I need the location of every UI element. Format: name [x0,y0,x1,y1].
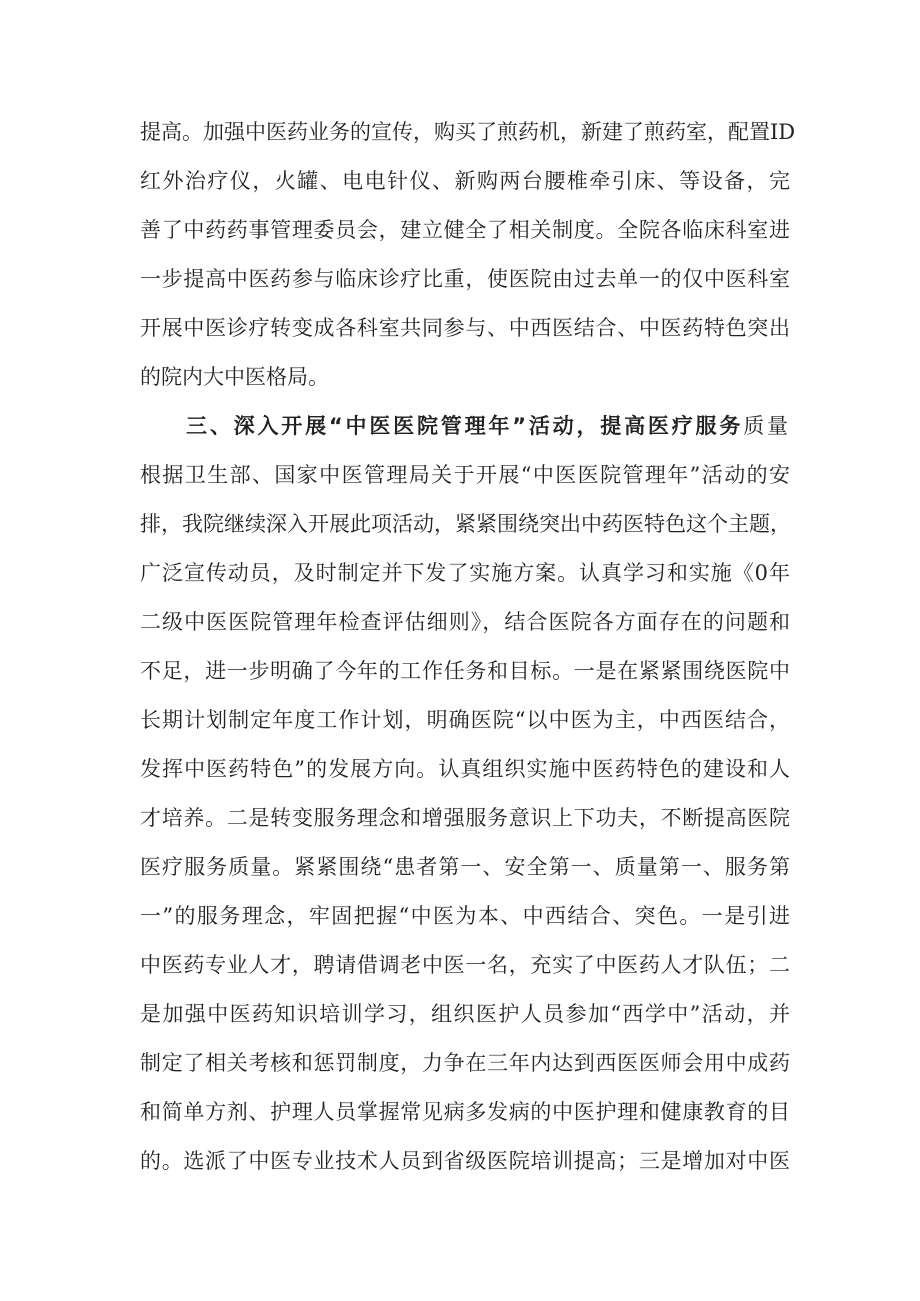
text-line: 的。选派了中医专业技术人员到省级医院培训提高；三是增加对中医 [140,1149,790,1173]
text-line: 开展中医诊疗转变成各科室共同参与、中西医结合、中医药特色突出 [140,316,790,340]
text-line: 广泛宣传动员，及时制定并下发了实施方案。认真学习和实施《0年 [140,561,790,585]
text-line: 善了中药药事管理委员会，建立健全了相关制度。全院各临床科室进 [140,218,790,242]
text-line: 和简单方剂、护理人员掌握常见病多发病的中医护理和健康教育的目 [140,1100,790,1124]
section-heading-bold: 三、深入开展“中医医院管理年”活动，提高医疗服务 [186,414,744,438]
text-line: 的院内大中医格局。 [140,365,329,389]
text-line: 医疗服务质量。紧紧围绕“患者第一、安全第一、质量第一、服务第 [140,855,790,879]
text-line: 根据卫生部、国家中医管理局关于开展“中医医院管理年”活动的安 [140,463,790,487]
text-line: 中医药专业人才，聘请借调老中医一名，充实了中医药人才队伍；二 [140,953,790,977]
text-line: 红外治疗仪，火罐、电电针仪、新购两台腰椎牵引床、等设备，完 [140,169,790,193]
text-line: 长期计划制定年度工作计划，明确医院“以中医为主，中西医结合， [140,708,790,732]
text-line: 排，我院继续深入开展此项活动，紧紧围绕突出中药医特色这个主题， [140,512,791,536]
section-heading-tail: 质量 [743,414,789,438]
text-line: 发挥中医药特色”的发展方向。认真组织实施中医药特色的建设和人 [140,757,790,781]
text-line: 提高。加强中医药业务的宣传，购买了煎药机，新建了煎药室，配置ID [140,120,796,144]
text-line: 是加强中医药知识培训学习，组织医护人员参加“西学中”活动，并 [140,1002,790,1026]
text-line: 制定了相关考核和惩罚制度，力争在三年内达到西医医师会用中成药 [140,1051,790,1075]
text-line: 不足，进一步明确了今年的工作任务和目标。一是在紧紧围绕医院中 [140,659,790,683]
text-line: 一步提高中医药参与临床诊疗比重，使医院由过去单一的仅中医科室 [140,267,790,291]
section-heading [186,406,788,446]
text-line: 一”的服务理念，牢固把握“中医为本、中西结合、突色。一是引进 [140,904,790,928]
text-line: 才培养。二是转变服务理念和增强服务意识上下功夫，不断提高医院 [140,806,790,830]
text-line: 二级中医医院管理年检查评估细则》，结合医院各方面存在的问题和 [140,610,790,634]
